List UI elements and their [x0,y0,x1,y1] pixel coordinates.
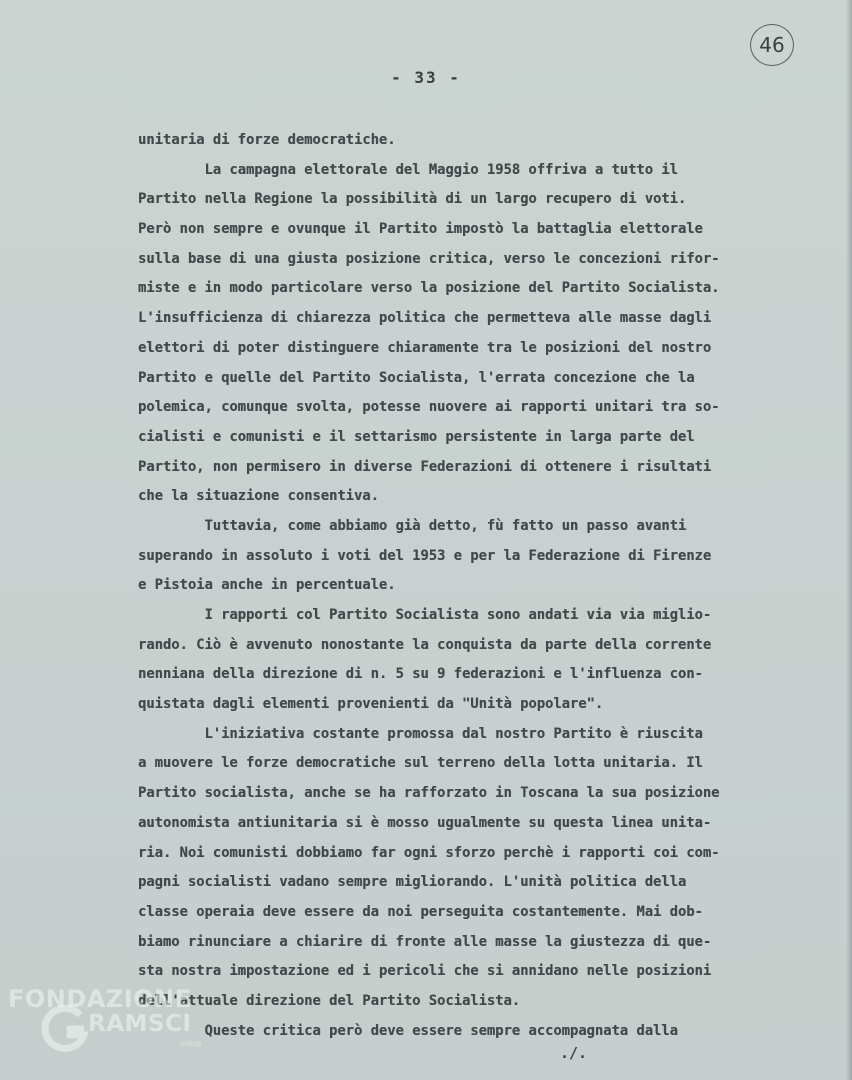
page-number: - 33 - [391,68,461,87]
text-line: rando. Ciò è avvenuto nonostante la conquista da parte della corrente [138,636,712,653]
text-line: La campagna elettorale del Maggio 1958 offriva a tutto il [138,161,678,178]
text-line: Partito nella Regione la possibilità di un largo recupero di voti. [138,191,687,208]
text-line: L'iniziativa costante promossa dal nostro Partito è riuscita [138,725,703,742]
text-line: Partito, non permisero in diverse Federazioni di ottenere i risultati [138,458,712,475]
text-line: unitaria di forze democratiche. [138,132,396,148]
text-line: Tuttavia, come abbiamo già detto, fù fatto un passo avanti [138,517,687,534]
text-line: cialisti e comunisti e il settarismo persistente in larga parte del [138,428,695,445]
text-line: quistata dagli elementi provenienti da "Unità popolare". [138,696,604,713]
text-line: L'insufficienza di chiarezza politica che permetteva alle masse dagli [138,310,712,327]
watermark-onlus: onlus [180,1039,202,1048]
text-line: polemica, comunque svolta, potesse nuovere ai rapporti unitari tra so- [138,399,720,416]
text-line: nenniana della direzione di n. 5 su 9 federazioni e l'influenza con- [138,666,703,683]
text-line: biamo rinunciare a chiarire di fronte alle masse la giustezza di que- [138,933,712,950]
text-line: che la situazione consentiva. [138,488,379,505]
body-text [138,126,838,1046]
text-line: autonomista antiunitaria si è mosso ugualmente su questa linea unita- [138,814,712,831]
text-line: Queste critica però deve essere sempre accompagnata dalla [138,1022,678,1039]
watermark-subtitle: RAMSCI [88,1011,192,1037]
text-line: superando in assoluto i voti del 1953 e per la Federazione di Firenze [138,547,712,564]
watermark-title: FONDAZIONE [8,985,192,1013]
text-line: dell'attuale direzione del Partito Socialista. [138,992,521,1009]
text-line: Però non sempre e ovunque il Partito impostò la battaglia elettorale [138,221,703,238]
text-line: sulla base di una giusta posizione critica, verso le concezioni rifor- [138,250,720,267]
gramsci-g-logo-icon [40,1003,90,1057]
text-line: I rapporti col Partito Socialista sono andati via via miglio- [138,607,712,623]
text-line: elettori di poter distinguere chiaramente tra le posizioni del nostro [138,339,712,356]
text-line: pagni socialisti vadano sempre migliorando. L'unità politica della [138,874,687,891]
archive-page-number-circled: 46 [750,24,794,66]
continuation-mark: ./. [560,1044,588,1062]
text-line: miste e in modo particolare verso la posizione del Partito Socialista. [138,280,720,297]
text-line: ria. Noi comunisti dobbiamo far ogni sforzo perchè i rapporti coi com- [138,844,720,861]
text-line: sta nostra impostazione ed i pericoli che si annidano nelle posizioni [138,963,712,980]
text-line: Partito e quelle del Partito Socialista, l'errata concezione che la [138,369,695,386]
text-line: e Pistoia anche in percentuale. [138,577,396,594]
page-edge-shadow [846,0,852,1080]
text-line: Partito socialista, anche se ha rafforzato in Toscana la sua posizione [138,785,720,802]
text-line: a muovere le forze democratiche sul terreno della lotta unitaria. Il [138,755,703,772]
fondazione-gramsci-watermark [4,985,214,1080]
text-line: classe operaia deve essere da noi perseguita costantemente. Mai dob- [138,903,703,920]
